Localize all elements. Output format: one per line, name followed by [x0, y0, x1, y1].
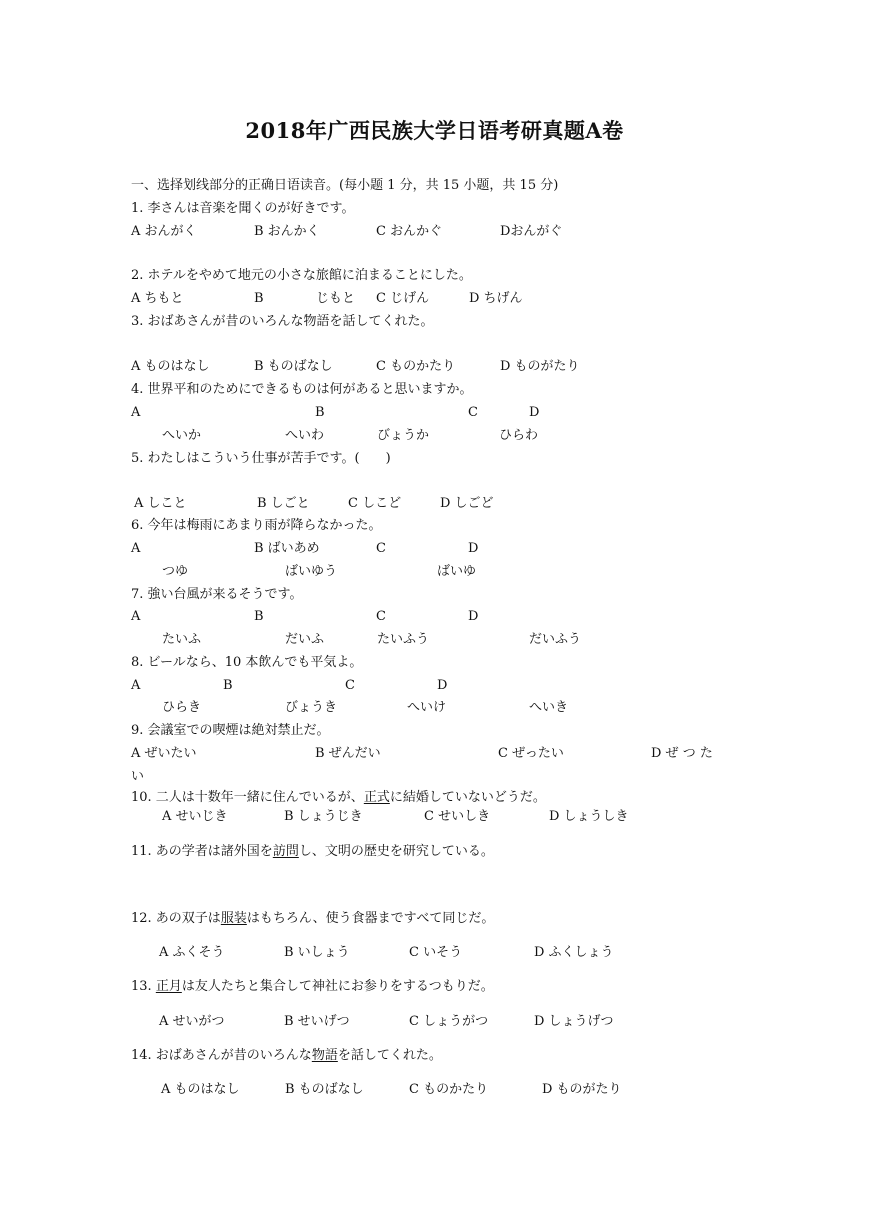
- question-10-option-b: B しょうじき: [284, 809, 363, 824]
- question-11-underlined-word: 訪問: [272, 844, 299, 859]
- question-3-stem: 3. おばあさんが昔のいろんな物語を話してくれた。: [131, 314, 434, 329]
- question-8-stem: 8. ビールなら、10 本飲んでも平気よ。: [131, 655, 363, 670]
- question-4-letter-a: A: [131, 405, 141, 420]
- question-14-option-c: C ものかたり: [409, 1082, 489, 1097]
- question-1-option-a: A おんがく: [131, 224, 197, 239]
- question-12-underlined-word: 服装: [220, 911, 247, 926]
- question-9-option-d: D ぜ つ た: [651, 746, 713, 761]
- question-4-reading-b: へいわ: [285, 428, 325, 443]
- question-14-underlined-word: 物語: [311, 1048, 338, 1063]
- question-4-letter-b: B: [315, 405, 325, 420]
- question-3-option-b: B ものばなし: [254, 359, 333, 374]
- question-13-stem-pre: 13.: [131, 979, 156, 994]
- question-1-option-c: C おんかぐ: [376, 224, 443, 239]
- question-8-reading-b: びょうき: [285, 700, 338, 715]
- question-2-option-b-letter: B: [254, 291, 264, 306]
- question-7-reading-d: だいふう: [529, 632, 582, 647]
- question-6-reading-c: ばいゆ: [437, 564, 477, 579]
- question-13-underlined-word: 正月: [155, 979, 182, 994]
- question-13-stem-post: は友人たちと集合して神社にお参りをするつもりだ。: [181, 979, 494, 994]
- question-12-option-a: A ふくそう: [159, 945, 225, 960]
- question-4-reading-d: ひらわ: [499, 428, 539, 443]
- question-12-stem-pre: 12. あの双子は: [131, 911, 221, 926]
- question-14-stem-post: を話してくれた。: [337, 1048, 442, 1063]
- question-3-option-c: C ものかたり: [376, 359, 456, 374]
- question-13-option-d: D しょうげつ: [534, 1014, 614, 1029]
- question-10-stem-post: に結婚していないどうだ。: [389, 790, 546, 805]
- question-5-option-a: A しこと: [134, 496, 187, 511]
- question-10-underlined-word: 正式: [363, 790, 390, 805]
- question-6-reading-a: つゆ: [162, 564, 189, 579]
- question-7-reading-c: たいふう: [377, 632, 430, 647]
- question-2-option-a: A ちもと: [131, 291, 184, 306]
- question-6-reading-b: ばいゆう: [285, 564, 338, 579]
- question-3-option-a: A ものはなし: [131, 359, 210, 374]
- question-2-option-c: C じげん: [376, 291, 430, 306]
- question-10-stem: [131, 790, 546, 806]
- question-11-stem-pre: 11. あの学者は諸外国を: [131, 844, 273, 859]
- question-6-letter-c: C: [376, 541, 386, 556]
- question-5-option-d: D しごど: [440, 496, 494, 511]
- question-12-option-c: C いそう: [409, 945, 463, 960]
- question-8-letter-c: C: [345, 678, 355, 693]
- question-13-option-b: B せいげつ: [284, 1014, 350, 1029]
- question-5-option-b: B しごと: [257, 496, 310, 511]
- question-9-option-a: A ぜいたい: [131, 746, 197, 761]
- question-6-letter-a: A: [131, 541, 141, 556]
- question-10-option-c: C せいしき: [424, 809, 491, 824]
- question-1-stem: 1. 李さんは音楽を聞くのが好きです。: [131, 201, 355, 216]
- question-8-letter-d: D: [437, 678, 448, 693]
- question-8-letter-a: A: [131, 678, 141, 693]
- question-14-option-a: A ものはなし: [161, 1082, 240, 1097]
- question-4-letter-d: D: [529, 405, 540, 420]
- question-10-stem-pre: 10. 二人は十数年一緒に住んでいるが、: [131, 790, 364, 805]
- question-12-option-b: B いしょう: [284, 945, 350, 960]
- question-7-stem: 7. 強い台風が来るそうです。: [131, 587, 303, 602]
- question-2-option-b-reading: じもと: [316, 291, 356, 306]
- question-14-stem-pre: 14. おばあさんが昔のいろんな: [131, 1048, 312, 1063]
- question-6-letter-d: D: [468, 541, 479, 556]
- question-2-option-d: D ちげん: [469, 291, 523, 306]
- question-6-stem: 6. 今年は梅雨にあまり雨が降らなかった。: [131, 518, 382, 533]
- question-14-stem: [131, 1048, 442, 1064]
- question-1-option-b: B おんかく: [254, 224, 320, 239]
- question-7-letter-d: D: [468, 609, 479, 624]
- question-13-option-c: C しょうがつ: [409, 1014, 489, 1029]
- question-12-stem: [131, 911, 494, 927]
- question-4-stem: 4. 世界平和のためにできるものは何があると思いますか。: [131, 382, 473, 397]
- question-8-letter-b: B: [223, 678, 233, 693]
- question-8-reading-d: へいき: [529, 700, 569, 715]
- question-14-option-d: D ものがたり: [542, 1082, 622, 1097]
- question-9-stem: 9. 会議室での喫煙は絶対禁止だ。: [131, 723, 330, 738]
- question-7-letter-c: C: [376, 609, 386, 624]
- page-title: 2018年广西民族大学日语考研真题A卷: [245, 118, 624, 143]
- question-5-stem: 5. わたしはこういう仕事が苦手です。( ): [131, 451, 391, 466]
- question-9-option-d-wrap: い: [131, 769, 145, 784]
- question-6-letter-b: B ばいあめ: [254, 541, 320, 556]
- question-12-option-d: D ふくしょう: [534, 945, 614, 960]
- question-1-option-d: Dおんがぐ: [500, 224, 563, 239]
- question-5-option-c: C しこど: [348, 496, 402, 511]
- question-14-option-b: B ものばなし: [285, 1082, 364, 1097]
- section-heading: 一、选择划线部分的正确日语读音。(每小题 1 分，共 15 小题，共 15 分): [131, 178, 559, 193]
- question-9-option-c: C ぜったい: [498, 746, 564, 761]
- question-12-stem-post: はもちろん、使う食器まですべて同じだ。: [246, 911, 495, 926]
- question-4-reading-c: びょうか: [377, 428, 430, 443]
- question-13-option-a: A せいがつ: [159, 1014, 225, 1029]
- question-4-reading-a: へいか: [162, 428, 202, 443]
- question-10-option-d: D しょうしき: [549, 809, 629, 824]
- question-4-letter-c: C: [468, 405, 478, 420]
- question-13-stem: [131, 979, 494, 995]
- question-10-option-a: A せいじき: [162, 809, 228, 824]
- question-7-reading-b: だいふ: [285, 632, 325, 647]
- question-8-reading-c: へいけ: [407, 700, 447, 715]
- question-7-letter-b: B: [254, 609, 264, 624]
- question-3-option-d: D ものがたり: [500, 359, 580, 374]
- question-7-letter-a: A: [131, 609, 141, 624]
- question-2-stem: 2. ホテルをやめて地元の小さな旅館に泊まることにした。: [131, 268, 472, 283]
- question-11-stem: [131, 844, 494, 860]
- question-8-reading-a: ひらき: [162, 700, 202, 715]
- question-7-reading-a: たいふ: [162, 632, 202, 647]
- question-11-stem-post: し、文明の歴史を研究している。: [298, 844, 494, 859]
- question-9-option-b: B ぜんだい: [315, 746, 381, 761]
